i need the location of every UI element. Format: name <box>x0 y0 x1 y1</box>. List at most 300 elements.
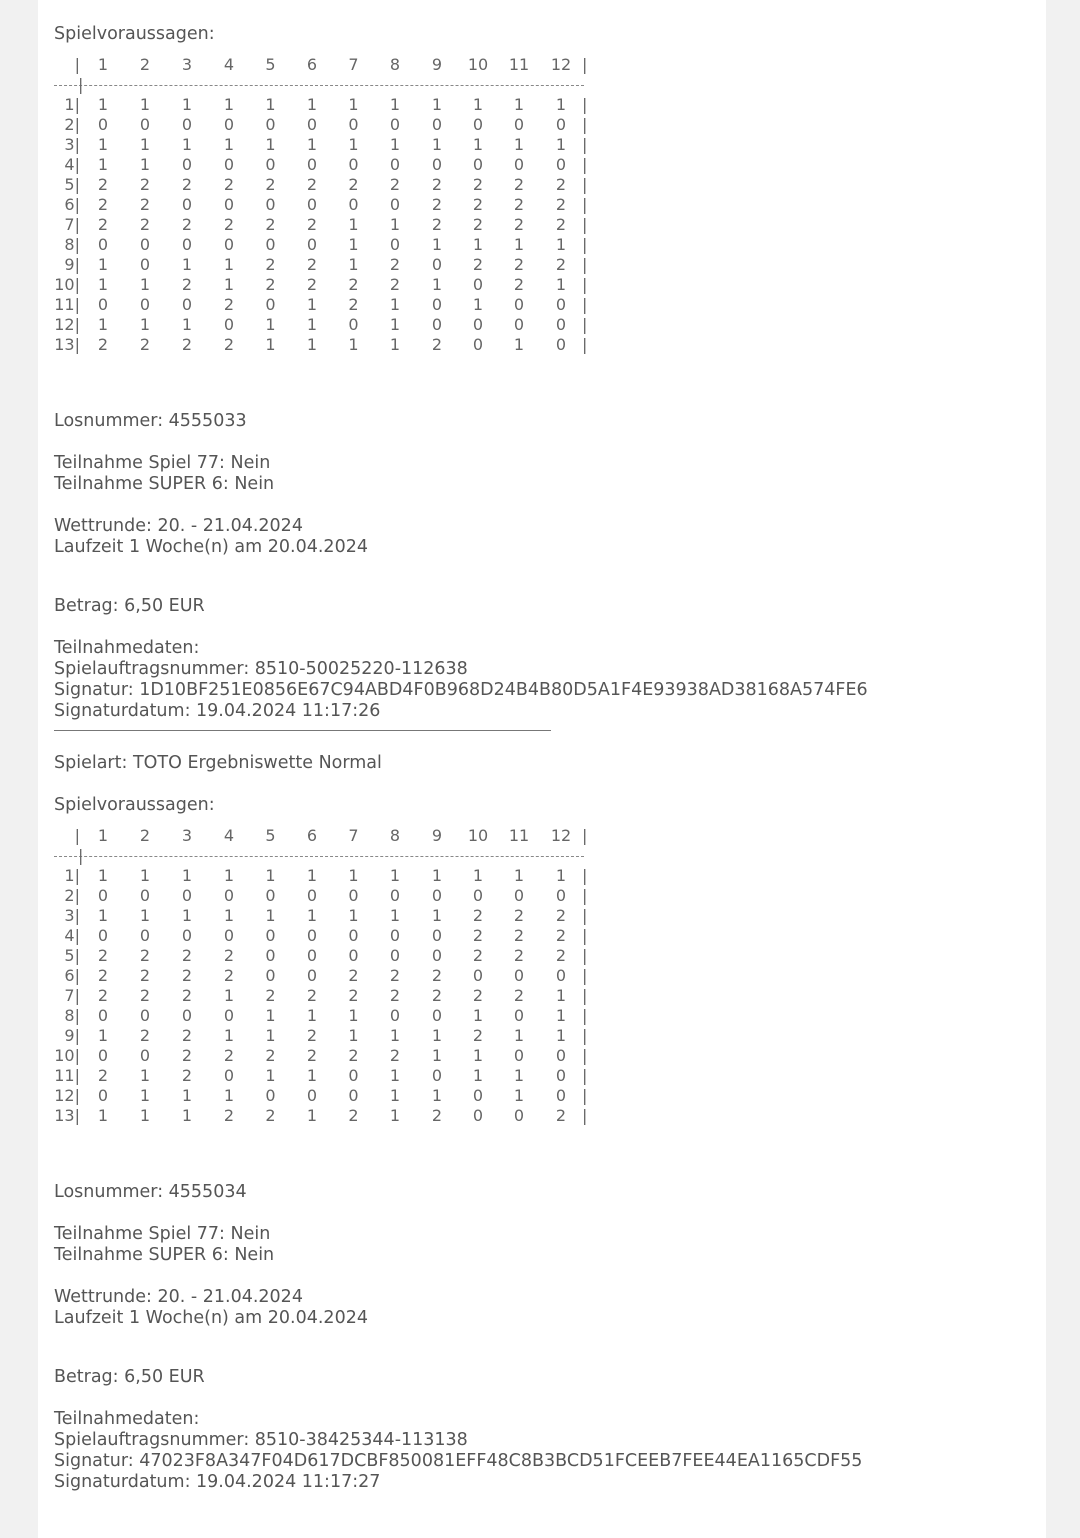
table-cell: 2 <box>223 335 235 354</box>
table-cell: 1 <box>139 1086 151 1105</box>
table-cell: 1 <box>348 906 359 925</box>
table-right-border <box>582 1106 592 1126</box>
table-cell: 1 <box>513 1066 525 1085</box>
table-cell: 1 <box>555 1026 567 1045</box>
table-cell: 1 <box>389 295 401 314</box>
table-cell: 2 <box>265 215 276 234</box>
table-cell: 0 <box>348 1066 359 1085</box>
table-right-border <box>582 886 592 906</box>
table-cell: 1 <box>472 1066 484 1085</box>
laufzeit-2: Laufzeit 1 Woche(n) am 20.04.2024 <box>54 1308 368 1328</box>
table-cell: 2 <box>389 966 401 985</box>
table-header-cell: 3 <box>181 826 193 845</box>
table-right-border <box>582 1086 592 1106</box>
table-header-cell: 2 <box>139 826 151 845</box>
table-cell: 1 <box>389 906 401 925</box>
table-cell: 2 <box>265 1106 276 1125</box>
table-row-number: 8 | <box>54 235 82 255</box>
section-divider <box>54 730 551 731</box>
table-header-cell: 4 <box>223 55 235 74</box>
table-right-border <box>582 155 592 175</box>
predictions-table-2 <box>54 826 1046 1126</box>
table-row-number: 1 | <box>54 95 82 115</box>
table-cell: 2 <box>223 946 235 965</box>
table-cell: 1 <box>513 235 525 254</box>
table-row-number: 3 | <box>54 906 82 926</box>
table-cell: 1 <box>265 1066 276 1085</box>
table-cell: 1 <box>97 906 109 925</box>
table-cell: 1 <box>555 986 567 1005</box>
table-cell: 1 <box>181 315 193 334</box>
table-cell: 1 <box>139 315 151 334</box>
table-header-cell: 8 <box>389 55 401 74</box>
table-cell: 2 <box>555 175 567 194</box>
laufzeit-1: Laufzeit 1 Woche(n) am 20.04.2024 <box>54 537 368 557</box>
table-cell: 1 <box>348 335 359 354</box>
table-cell: 0 <box>139 1006 151 1025</box>
table-cell: 0 <box>265 195 276 214</box>
table-cell: 0 <box>306 235 318 254</box>
table-cell: 0 <box>181 926 193 945</box>
table-cell: 1 <box>389 95 401 114</box>
table-cell: 1 <box>513 135 525 154</box>
table-cell: 0 <box>472 886 484 905</box>
table-cell: 2 <box>472 195 484 214</box>
table-right-border <box>582 135 592 155</box>
table-cell: 2 <box>97 215 109 234</box>
table-cell: 0 <box>97 235 109 254</box>
table-cell: 2 <box>431 966 443 985</box>
table-cell: 0 <box>513 1006 525 1025</box>
table-cell: 1 <box>389 215 401 234</box>
table-cell: 1 <box>181 255 193 274</box>
table-cell: 2 <box>555 926 567 945</box>
table-cell: 0 <box>555 115 567 134</box>
table-cell: 1 <box>389 1106 401 1125</box>
table-cell: 2 <box>431 215 443 234</box>
table-separator <box>54 846 592 866</box>
table-cell: 2 <box>181 1046 193 1065</box>
table-cell: 0 <box>431 1066 443 1085</box>
table-cell: 0 <box>265 886 276 905</box>
table-cell: 0 <box>555 335 567 354</box>
table-cell: 0 <box>139 255 151 274</box>
table-cell: 1 <box>97 275 109 294</box>
table-cell: 1 <box>431 235 443 254</box>
table-cell: 0 <box>472 115 484 134</box>
table-cell: 2 <box>223 966 235 985</box>
table-header-cell: 12 <box>550 826 572 845</box>
table-cell: 0 <box>97 1006 109 1025</box>
table-cell: 1 <box>348 235 359 254</box>
table-cell: 1 <box>97 135 109 154</box>
table-row-number: 9 | <box>54 1026 82 1046</box>
table-row-number: 6 | <box>54 966 82 986</box>
table-cell: 0 <box>265 926 276 945</box>
table-cell: 1 <box>389 866 401 885</box>
table-cell: 1 <box>139 135 151 154</box>
table-cell: 2 <box>472 946 484 965</box>
table-cell: 0 <box>513 886 525 905</box>
table-header-cell: 11 <box>508 826 530 845</box>
table-cell: 1 <box>223 986 235 1005</box>
table-cell: 1 <box>306 335 318 354</box>
table-row-number: 5 | <box>54 175 82 195</box>
spielart-2: Spielart: TOTO Ergebniswette Normal <box>54 753 382 773</box>
table-row-number: 11 | <box>54 295 82 315</box>
table-cell: 0 <box>513 1106 525 1125</box>
table-cell: 0 <box>513 966 525 985</box>
table-cell: 0 <box>223 1006 235 1025</box>
table-header-corner <box>54 55 82 75</box>
table-cell: 0 <box>555 1046 567 1065</box>
table-header-cell: 7 <box>348 55 359 74</box>
table-cell: 0 <box>223 235 235 254</box>
table-cell: 1 <box>348 1026 359 1045</box>
table-cell: 1 <box>472 1006 484 1025</box>
table-cell: 2 <box>97 986 109 1005</box>
table-row-number: 12 | <box>54 315 82 335</box>
table-cell: 0 <box>223 1066 235 1085</box>
table-row-number: 10 | <box>54 1046 82 1066</box>
table-header-cell: 4 <box>223 826 235 845</box>
table-cell: 0 <box>389 886 401 905</box>
table-cell: 2 <box>513 255 525 274</box>
table-cell: 0 <box>265 235 276 254</box>
table-cell: 1 <box>306 95 318 114</box>
table-cell: 2 <box>265 175 276 194</box>
table-row-number: 6 | <box>54 195 82 215</box>
spielauftragsnummer-1: Spielauftragsnummer: 8510-50025220-112638 <box>54 659 468 679</box>
table-cell: 2 <box>306 986 318 1005</box>
table-row-number: 2 | <box>54 115 82 135</box>
table-cell: 2 <box>97 1066 109 1085</box>
table-cell: 0 <box>555 155 567 174</box>
table-cell: 0 <box>431 886 443 905</box>
table-cell: 1 <box>306 866 318 885</box>
table-cell: 2 <box>181 215 193 234</box>
table-cell: 0 <box>139 235 151 254</box>
signaturdatum-1: Signaturdatum: 19.04.2024 11:17:26 <box>54 701 381 721</box>
table-cell: 1 <box>431 906 443 925</box>
table-cell: 0 <box>181 886 193 905</box>
table-right-border <box>582 946 592 966</box>
table-cell: 0 <box>389 195 401 214</box>
table-cell: 2 <box>223 175 235 194</box>
predictions-table-1 <box>54 55 1046 355</box>
table-cell: 2 <box>181 966 193 985</box>
losnummer-2: Losnummer: 4555034 <box>54 1182 247 1202</box>
table-cell: 1 <box>139 95 151 114</box>
table-cell: 2 <box>513 926 525 945</box>
table-cell: 1 <box>513 1026 525 1045</box>
table-cell: 0 <box>97 295 109 314</box>
table-cell: 2 <box>181 986 193 1005</box>
table-cell: 0 <box>97 886 109 905</box>
table-cell: 1 <box>139 1066 151 1085</box>
table-cell: 0 <box>513 1046 525 1065</box>
table-cell: 1 <box>181 866 193 885</box>
table-cell: 2 <box>139 946 151 965</box>
table-cell: 0 <box>472 155 484 174</box>
table-cell: 0 <box>139 1046 151 1065</box>
table-cell: 0 <box>306 926 318 945</box>
table-right-border <box>582 55 592 75</box>
table-cell: 2 <box>348 1046 359 1065</box>
table-header-cell: 3 <box>181 55 193 74</box>
losnummer-1: Losnummer: 4555033 <box>54 411 247 431</box>
table-cell: 2 <box>265 1046 276 1065</box>
table-cell: 1 <box>472 866 484 885</box>
table-cell: 2 <box>97 195 109 214</box>
table-cell: 1 <box>472 295 484 314</box>
table-cell: 1 <box>139 906 151 925</box>
table-cell: 2 <box>306 255 318 274</box>
table-cell: 2 <box>181 946 193 965</box>
table-cell: 1 <box>472 95 484 114</box>
table-cell: 1 <box>389 135 401 154</box>
table-cell: 1 <box>555 95 567 114</box>
table-cell: 0 <box>431 295 443 314</box>
table-cell: 2 <box>513 946 525 965</box>
table-cell: 0 <box>431 115 443 134</box>
wettrunde-2: Wettrunde: 20. - 21.04.2024 <box>54 1287 303 1307</box>
table-row-number: 4 | <box>54 155 82 175</box>
table-cell: 2 <box>555 195 567 214</box>
table-cell: 0 <box>431 946 443 965</box>
table-cell: 0 <box>513 115 525 134</box>
table-cell: 1 <box>513 866 525 885</box>
table-right-border <box>582 866 592 886</box>
table-row-number: 8 | <box>54 1006 82 1026</box>
table-header-cell: 5 <box>265 55 276 74</box>
table-cell: 2 <box>223 215 235 234</box>
table-cell: 2 <box>97 946 109 965</box>
table-header-cell: 9 <box>431 826 443 845</box>
table-cell: 1 <box>389 1066 401 1085</box>
table-cell: 1 <box>555 1006 567 1025</box>
table-cell: 0 <box>472 1086 484 1105</box>
table-cell: 0 <box>139 886 151 905</box>
table-row-number: 5 | <box>54 946 82 966</box>
table-right-border <box>582 926 592 946</box>
table-cell: 0 <box>555 295 567 314</box>
table-row-number: 10 | <box>54 275 82 295</box>
table-cell: 2 <box>555 906 567 925</box>
table-cell: 0 <box>555 966 567 985</box>
table-cell: 1 <box>97 315 109 334</box>
signatur-2: Signatur: 47023F8A347F04D617DCBF850081EFF48C8B3BCD51FCEEB7FEE44EA1165CDF55 <box>54 1451 863 1471</box>
table-cell: 0 <box>431 155 443 174</box>
table-right-border <box>582 315 592 335</box>
table-cell: 1 <box>389 335 401 354</box>
spiel77-2: Teilnahme Spiel 77: Nein <box>54 1224 271 1244</box>
table-cell: 1 <box>223 866 235 885</box>
table-cell: 2 <box>348 986 359 1005</box>
table-cell: 1 <box>181 1106 193 1125</box>
table-right-border <box>582 175 592 195</box>
table-cell: 0 <box>306 155 318 174</box>
betrag-2: Betrag: 6,50 EUR <box>54 1367 205 1387</box>
table-cell: 2 <box>555 946 567 965</box>
table-cell: 1 <box>306 906 318 925</box>
table-cell: 1 <box>265 315 276 334</box>
table-cell: 0 <box>389 115 401 134</box>
table-row-number: 2 | <box>54 886 82 906</box>
table-right-border <box>582 1046 592 1066</box>
table-cell: 1 <box>97 95 109 114</box>
table-cell: 0 <box>265 155 276 174</box>
table-cell: 1 <box>555 866 567 885</box>
table-cell: 0 <box>513 315 525 334</box>
table-cell: 2 <box>181 175 193 194</box>
table-cell: 0 <box>97 926 109 945</box>
table-cell: 0 <box>97 115 109 134</box>
table-cell: 1 <box>223 135 235 154</box>
table-cell: 0 <box>181 195 193 214</box>
table-cell: 0 <box>306 966 318 985</box>
table-right-border <box>582 95 592 115</box>
table-row-number: 12 | <box>54 1086 82 1106</box>
table-cell: 0 <box>348 315 359 334</box>
table-cell: 1 <box>306 1106 318 1125</box>
table-cell: 1 <box>555 275 567 294</box>
table-cell: 2 <box>348 175 359 194</box>
betrag-1: Betrag: 6,50 EUR <box>54 596 205 616</box>
table-row-number: 11 | <box>54 1066 82 1086</box>
table-right-border <box>582 195 592 215</box>
table-right-border <box>582 255 592 275</box>
table-cell: 1 <box>265 906 276 925</box>
table-cell: 2 <box>513 275 525 294</box>
table-cell: 2 <box>389 1046 401 1065</box>
table-right-border <box>582 966 592 986</box>
table-cell: 2 <box>389 175 401 194</box>
table-cell: 1 <box>265 1006 276 1025</box>
table-cell: 1 <box>265 135 276 154</box>
spielvoraussagen-label-2: Spielvoraussagen: <box>54 795 215 815</box>
table-cell: 1 <box>555 135 567 154</box>
table-row-number: 13 | <box>54 1106 82 1126</box>
table-cell: 0 <box>472 275 484 294</box>
table-cell: 2 <box>472 926 484 945</box>
table-cell: 2 <box>472 255 484 274</box>
table-cell: 2 <box>431 195 443 214</box>
table-cell: 0 <box>265 115 276 134</box>
table-cell: 0 <box>431 1006 443 1025</box>
table-cell: 1 <box>348 866 359 885</box>
table-cell: 1 <box>431 1026 443 1045</box>
super6-1: Teilnahme SUPER 6: Nein <box>54 474 275 494</box>
spielvoraussagen-label-1: Spielvoraussagen: <box>54 24 215 44</box>
table-cell: 1 <box>389 1086 401 1105</box>
table-cell: 0 <box>389 155 401 174</box>
table-cell: 0 <box>181 295 193 314</box>
table-cell: 1 <box>389 1026 401 1045</box>
table-cell: 2 <box>306 1046 318 1065</box>
teilnahmedaten-label-1: Teilnahmedaten: <box>54 638 200 658</box>
table-cell: 2 <box>555 1106 567 1125</box>
table-cell: 1 <box>223 275 235 294</box>
table-cell: 0 <box>431 926 443 945</box>
table-right-border <box>582 235 592 255</box>
table-cell: 0 <box>306 886 318 905</box>
table-cell: 1 <box>431 1046 443 1065</box>
table-cell: 1 <box>472 235 484 254</box>
teilnahmedaten-label-2: Teilnahmedaten: <box>54 1409 200 1429</box>
table-cell: 1 <box>223 1086 235 1105</box>
table-cell: 1 <box>348 135 359 154</box>
table-cell: 0 <box>223 115 235 134</box>
table-cell: 1 <box>306 1006 318 1025</box>
table-header-cell: 11 <box>508 55 530 74</box>
table-cell: 0 <box>223 886 235 905</box>
table-cell: 0 <box>513 295 525 314</box>
table-cell: 2 <box>306 1026 318 1045</box>
email-body <box>38 0 1046 1538</box>
table-cell: 1 <box>97 866 109 885</box>
table-cell: 0 <box>223 926 235 945</box>
table-cell: 2 <box>139 1026 151 1045</box>
table-cell: 2 <box>513 215 525 234</box>
table-cell: 2 <box>97 966 109 985</box>
table-cell: 0 <box>555 886 567 905</box>
table-cell: 1 <box>265 866 276 885</box>
table-cell: 2 <box>139 335 151 354</box>
table-cell: 2 <box>555 215 567 234</box>
table-cell: 2 <box>181 1026 193 1045</box>
table-right-border <box>582 215 592 235</box>
table-cell: 0 <box>306 195 318 214</box>
table-cell: 1 <box>265 335 276 354</box>
table-cell: 2 <box>431 335 443 354</box>
table-cell: 1 <box>389 315 401 334</box>
table-cell: 1 <box>306 135 318 154</box>
table-cell: 2 <box>139 215 151 234</box>
table-cell: 2 <box>513 175 525 194</box>
table-header-cell: 10 <box>467 826 489 845</box>
table-cell: 1 <box>139 275 151 294</box>
table-right-border <box>582 275 592 295</box>
table-cell: 2 <box>431 175 443 194</box>
table-header-cell: 9 <box>431 55 443 74</box>
table-cell: 0 <box>555 315 567 334</box>
table-header-cell: 6 <box>306 55 318 74</box>
table-cell: 1 <box>472 135 484 154</box>
table-cell: 1 <box>431 275 443 294</box>
table-cell: 1 <box>513 335 525 354</box>
table-cell: 1 <box>97 1026 109 1045</box>
table-cell: 1 <box>265 1026 276 1045</box>
table-cell: 2 <box>139 986 151 1005</box>
table-cell: 1 <box>181 95 193 114</box>
table-right-border <box>582 295 592 315</box>
table-row-number: 7 | <box>54 986 82 1006</box>
table-cell: 2 <box>389 986 401 1005</box>
table-cell: 2 <box>139 966 151 985</box>
table-cell: 1 <box>181 906 193 925</box>
table-cell: 2 <box>139 175 151 194</box>
table-header-cell: 1 <box>97 826 109 845</box>
wettrunde-1: Wettrunde: 20. - 21.04.2024 <box>54 516 303 536</box>
table-cell: 2 <box>555 255 567 274</box>
table-row-number: 9 | <box>54 255 82 275</box>
table-cell: 0 <box>472 966 484 985</box>
table-cell: 1 <box>431 135 443 154</box>
table-cell: 0 <box>389 235 401 254</box>
table-cell: 2 <box>97 335 109 354</box>
table-cell: 2 <box>389 275 401 294</box>
